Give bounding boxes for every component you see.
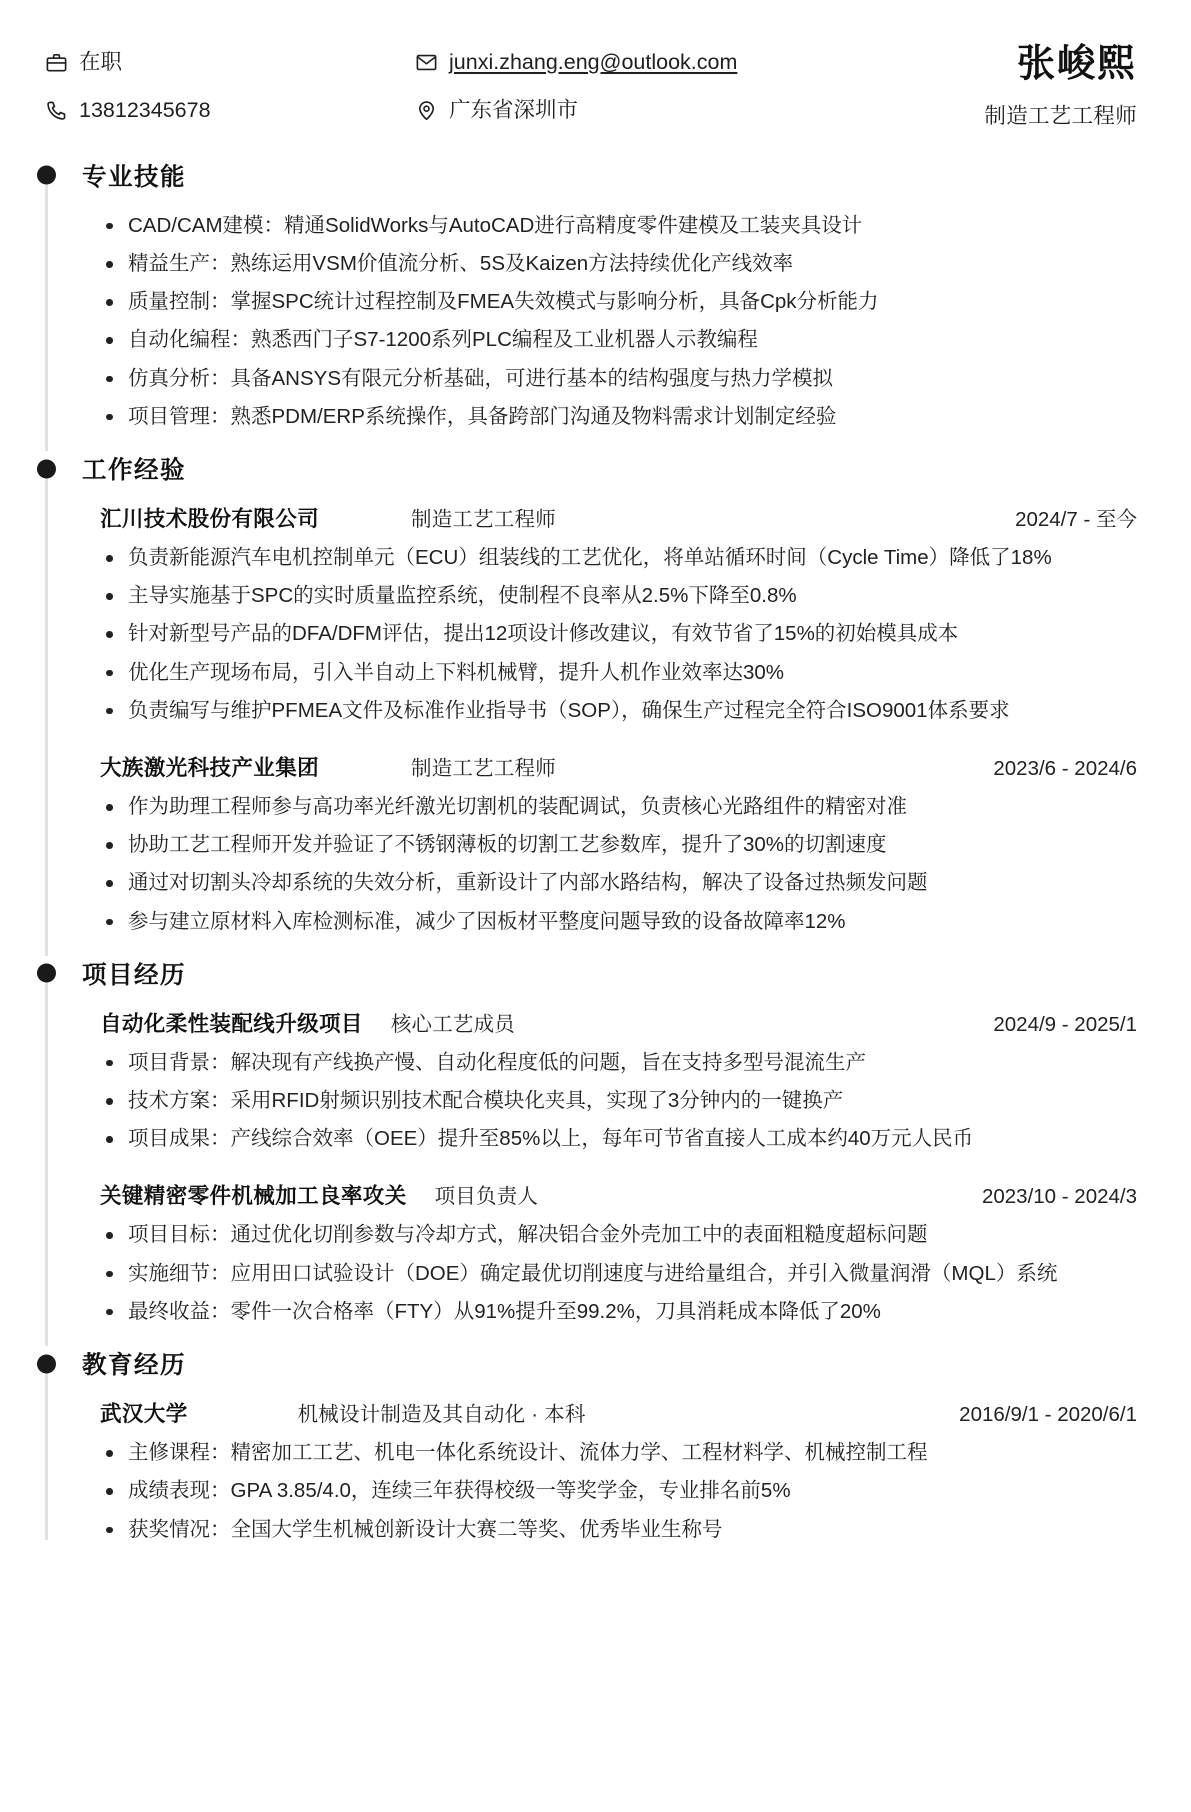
list-item: 精益生产：熟练运用VSM价值流分析、5S及Kaizen方法持续优化产线效率	[98, 247, 1137, 280]
work-entry	[98, 751, 1137, 938]
work-company: 汇川技术股份有限公司	[100, 507, 320, 532]
section-title-work: 工作经验	[82, 457, 186, 485]
education-date: 2016/9/1 - 2020/6/1	[959, 1403, 1137, 1427]
project-date: 2024/9 - 2025/1	[993, 1012, 1137, 1036]
contact-email[interactable]	[414, 50, 905, 76]
education-entry-header	[98, 1397, 1137, 1428]
contact-status	[44, 50, 414, 76]
work-entry	[98, 502, 1137, 727]
work-company: 大族激光科技产业集团	[100, 756, 320, 781]
education-entry	[98, 1397, 1137, 1546]
project-entry	[98, 1007, 1137, 1156]
list-item: 负责新能源汽车电机控制单元（ECU）组装线的工艺优化，将单站循环时间（Cycle Time）降低了18%	[98, 541, 1137, 574]
section-body-work	[82, 502, 1137, 938]
contact-info-grid	[44, 42, 905, 124]
project-bullets	[98, 1218, 1137, 1328]
section-header-work	[82, 451, 1137, 486]
project-entry-header	[98, 1179, 1137, 1210]
mail-icon	[414, 50, 439, 75]
list-item: 负责编写与维护PFMEA文件及标准作业指导书（SOP），确保生产过程完全符合ISO9001体系要求	[98, 694, 1137, 727]
project-name: 自动化柔性装配线升级项目	[100, 1011, 363, 1036]
list-item: 主导实施基于SPC的实时质量监控系统，使制程不良率从2.5%下降至0.8%	[98, 579, 1137, 612]
work-bullets	[98, 541, 1137, 727]
section-body-skills	[82, 209, 1137, 433]
list-item: 参与建立原材料入库检测标准，减少了因板材平整度问题导致的设备故障率12%	[98, 905, 1137, 938]
education-major: 机械设计制造及其自动化 · 本科	[297, 1403, 586, 1427]
list-item: 获奖情况：全国大学生机械创新设计大赛二等奖、优秀毕业生称号	[98, 1513, 1137, 1546]
list-item: 作为助理工程师参与高功率光纤激光切割机的装配调试，负责核心光路组件的精密对准	[98, 790, 1137, 823]
section-body-projects	[82, 1007, 1137, 1328]
education-bullets	[98, 1436, 1137, 1546]
contact-status-label: 在职	[79, 50, 123, 74]
briefcase-icon	[44, 50, 69, 75]
name-block	[905, 42, 1137, 130]
list-item: 通过对切割头冷却系统的失效分析，重新设计了内部水路结构，解决了设备过热频发问题	[98, 866, 1137, 899]
project-bullets	[98, 1046, 1137, 1156]
work-date: 2023/6 - 2024/6	[993, 757, 1137, 781]
section-projects	[30, 956, 1137, 1328]
list-item: 项目成果：产线综合效率（OEE）提升至85%以上，每年可节省直接人工成本约40万元人民币	[98, 1122, 1137, 1155]
list-item: 最终收益：零件一次合格率（FTY）从91%提升至99.2%，刀具消耗成本降低了20%	[98, 1295, 1137, 1328]
section-education	[30, 1346, 1137, 1546]
list-item: 技术方案：采用RFID射频识别技术配合模块化夹具，实现了3分钟内的一键换产	[98, 1084, 1137, 1117]
list-item: 针对新型号产品的DFA/DFM评估，提出12项设计修改建议，有效节省了15%的初始模具成本	[98, 617, 1137, 650]
candidate-job-title: 制造工艺工程师	[984, 103, 1137, 128]
list-item: 质量控制：掌握SPC统计过程控制及FMEA失效模式与影响分析，具备Cpk分析能力	[98, 285, 1137, 318]
project-role: 项目负责人	[434, 1185, 539, 1209]
contact-phone-label: 13812345678	[79, 97, 211, 122]
contact-location	[414, 98, 905, 124]
list-item: CAD/CAM建模：精通SolidWorks与AutoCAD进行高精度零件建模及工装夹具设计	[98, 209, 1137, 242]
work-entry-header	[98, 502, 1137, 533]
list-item: 自动化编程：熟悉西门子S7-1200系列PLC编程及工业机器人示教编程	[98, 323, 1137, 356]
section-header-projects	[82, 956, 1137, 991]
section-body-education	[82, 1397, 1137, 1546]
list-item: 优化生产现场布局，引入半自动上下料机械臂，提升人机作业效率达30%	[98, 656, 1137, 689]
skills-list	[98, 209, 1137, 433]
section-title-education: 教育经历	[82, 1352, 186, 1380]
project-name: 关键精密零件机械加工良率攻关	[100, 1184, 407, 1209]
section-skills	[30, 158, 1137, 433]
list-item: 项目管理：熟悉PDM/ERP系统操作，具备跨部门沟通及物料需求计划制定经验	[98, 400, 1137, 433]
list-item: 仿真分析：具备ANSYS有限元分析基础，可进行基本的结构强度与热力学模拟	[98, 362, 1137, 395]
candidate-name: 张峻熙	[1016, 43, 1137, 85]
work-date: 2024/7 - 至今	[1015, 508, 1137, 532]
project-role: 核心工艺成员	[390, 1012, 516, 1036]
list-item: 项目目标：通过优化切削参数与冷却方式，解决铝合金外壳加工中的表面粗糙度超标问题	[98, 1218, 1137, 1251]
project-entry	[98, 1179, 1137, 1328]
section-title-projects: 项目经历	[82, 961, 186, 989]
list-item: 实施细节：应用田口试验设计（DOE）确定最优切削速度与进给量组合，并引入微量润滑（MQL）系统	[98, 1257, 1137, 1290]
phone-icon	[44, 98, 69, 123]
work-entry-header	[98, 751, 1137, 782]
section-header-education	[82, 1346, 1137, 1381]
location-icon	[414, 98, 439, 123]
list-item: 项目背景：解决现有产线换产慢、自动化程度低的问题，旨在支持多型号混流生产	[98, 1046, 1137, 1079]
work-role: 制造工艺工程师	[411, 757, 556, 781]
work-bullets	[98, 790, 1137, 938]
section-header-skills	[82, 158, 1137, 193]
list-item: 主修课程：精密加工工艺、机电一体化系统设计、流体力学、工程材料学、机械控制工程	[98, 1436, 1137, 1469]
list-item: 成绩表现：GPA 3.85/4.0，连续三年获得校级一等奖学金，专业排名前5%	[98, 1474, 1137, 1507]
education-school: 武汉大学	[100, 1402, 188, 1427]
contact-email-label[interactable]: junxi.zhang.eng@outlook.com	[449, 50, 738, 74]
resume-header	[30, 34, 1137, 140]
section-work-experience	[30, 451, 1137, 938]
project-date: 2023/10 - 2024/3	[981, 1185, 1137, 1209]
list-item: 协助工艺工程师开发并验证了不锈钢薄板的切割工艺参数库，提升了30%的切割速度	[98, 828, 1137, 861]
project-entry-header	[98, 1007, 1137, 1038]
section-title-skills: 专业技能	[82, 163, 186, 191]
contact-location-label: 广东省深圳市	[449, 97, 579, 122]
contact-phone	[44, 98, 414, 124]
work-role: 制造工艺工程师	[411, 508, 556, 532]
